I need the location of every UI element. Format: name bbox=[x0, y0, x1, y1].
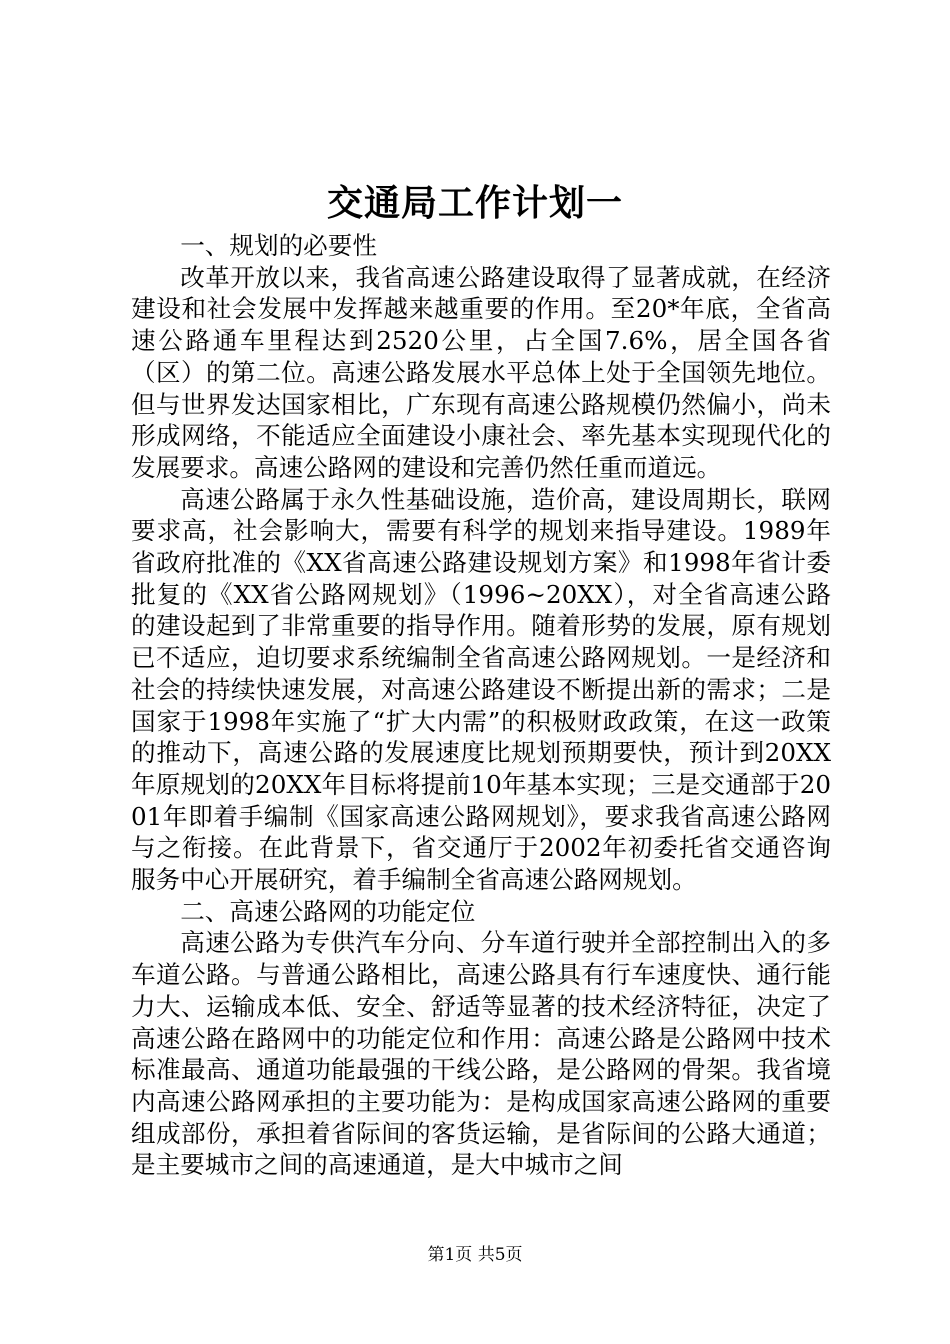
paragraph: 改革开放以来，我省高速公路建设取得了显著成就，在经济建设和社会发展中发挥越来越重要的作用。至20*年底，全省高速公路通车里程达到2520公里，占全国7.6%，居全国各省（区）的第二位。高速公路发展水平总体上处于全国领先地位。但与世界发达国家相比，广东现有高速公路规模仍然偏小，尚未形成网络，不能适应全面建设小康社会、率先基本实现现代化的发展要求。高速公路网的建设和完善仍然任重而道远。 bbox=[131, 262, 831, 482]
page-footer: 第1页 共5页 bbox=[427, 1245, 523, 1265]
paragraph: 高速公路为专供汽车分向、分车道行驶并全部控制出入的多车道公路。与普通公路相比，高速公路具有行车速度快、通行能力大、运输成本低、安全、舒适等显著的技术经济特征，决定了高速公路在路网中的功能定位和作用：高速公路是公路网中技术标准最高、通道功能最强的干线公路，是公路网的骨架。我省境内高速公路网承担的主要功能为：是构成国家高速公路网的重要组成部份，承担着省际间的客货运输，是省际间的公路大通道；是主要城市之间的高速通道，是大中城市之间 bbox=[131, 928, 831, 1180]
section-heading: 一、规划的必要性 bbox=[180, 231, 377, 260]
paragraph: 高速公路属于永久性基础设施，造价高，建设周期长，联网要求高，社会影响大，需要有科学的规划来指导建设。1989年省政府批准的《XX省高速公路建设规划方案》和1998年省计委批复的《XX省公路网规划》（1996~20XX），对全省高速公路的建设起到了非常重要的指导作用。随着形势的发展，原有规划已不适应，迫切要求系统编制全省高速公路网规划。一是经济和社会的持续快速发展，对高速公路建设不断提出新的需求；二是国家于1998年实施了“扩大内需”的积极财政政策，在这一政策的推动下，高速公路的发展速度比规划预期要快，预计到20XX年原规划的20XX年目标将提前10年基本实现；三是交通部于2001年即着手编制《国家高速公路网规划》，要求我省高速公路网与之衔接。在此背景下，省交通厅于2002年初委托省交通咨询服务中心开展研究，着手编制全省高速公路网规划。 bbox=[131, 484, 831, 895]
document-title: 交通局工作计划一 bbox=[326, 182, 623, 224]
section-heading: 二、高速公路网的功能定位 bbox=[180, 896, 476, 926]
document-body bbox=[131, 230, 831, 1181]
